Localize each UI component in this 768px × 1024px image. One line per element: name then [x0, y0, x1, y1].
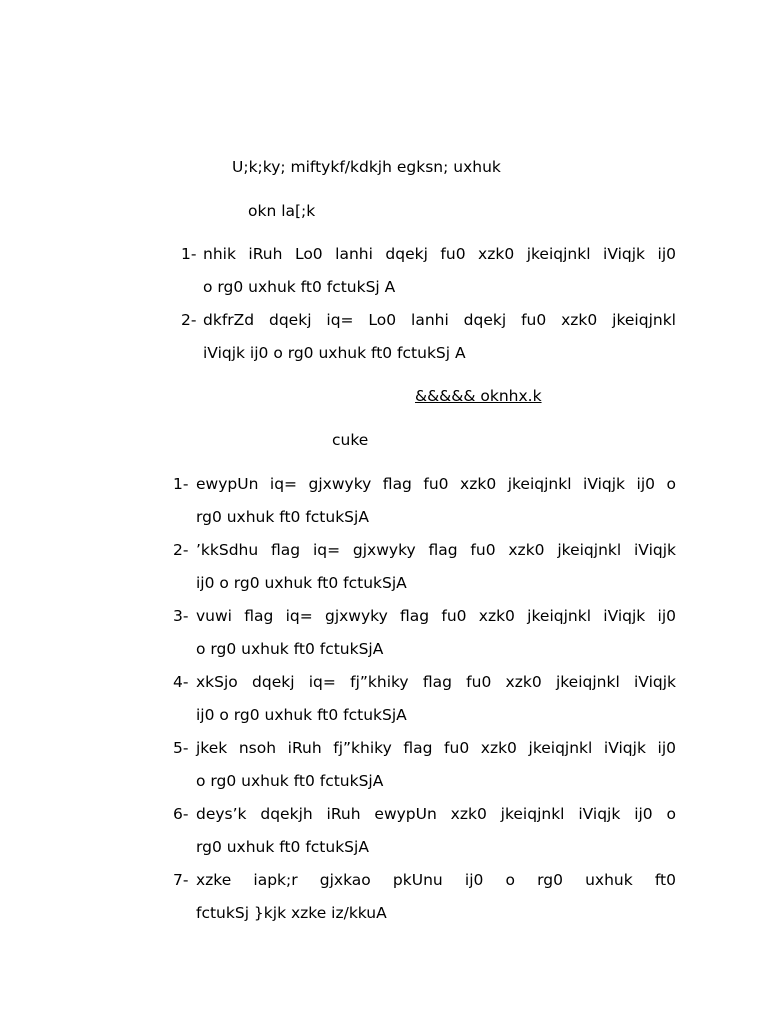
item-number: 2-	[173, 541, 189, 559]
item-text-line: ewypUn iq= gjxwyky flag fu0 xzk0 jkeiqjnkl iViqjk ij0 o	[196, 475, 676, 493]
item-text-line: dkfrZd dqekj iq= Lo0 lanhi dqekj fu0 xzk0 jkeiqjnkl	[203, 311, 676, 329]
versus-label: cuke	[332, 431, 369, 449]
item-text-line: xkSjo dqekj iq= fj”khiky flag fu0 xzk0 jkeiqjnkl iViqjk	[196, 673, 676, 691]
item-number: 7-	[173, 871, 189, 889]
item-number: 2-	[181, 311, 197, 329]
item-number: 1-	[173, 475, 189, 493]
item-text-line: xzke iapk;r gjxkao pkUnu ij0 o rg0 uxhuk ft0	[196, 871, 676, 889]
item-text-line: jkek nsoh iRuh fj”khiky flag fu0 xzk0 jkeiqjnkl iViqjk ij0	[196, 739, 676, 757]
item-text-line: ’kkSdhu flag iq= gjxwyky flag fu0 xzk0 jkeiqjnkl iViqjk	[196, 541, 676, 559]
item-number: 4-	[173, 673, 189, 691]
item-text-line: deys’k dqekjh iRuh ewypUn xzk0 jkeiqjnkl iViqjk ij0 o	[196, 805, 676, 823]
party-label: &&&&& oknhx.k	[415, 387, 542, 405]
case-number-label: okn la[;k	[248, 202, 316, 220]
item-text-line: vuwi flag iq= gjxwyky flag fu0 xzk0 jkeiqjnkl iViqjk ij0	[196, 607, 676, 625]
item-text-line: rg0 uxhuk ft0 fctukSjA	[196, 508, 369, 526]
item-text-line: rg0 uxhuk ft0 fctukSjA	[196, 838, 369, 856]
item-number: 6-	[173, 805, 189, 823]
item-number: 5-	[173, 739, 189, 757]
item-text-line: fctukSj }kjk xzke iz/kkuA	[196, 904, 387, 922]
item-text-line: o rg0 uxhuk ft0 fctukSj A	[203, 278, 396, 296]
item-number: 1-	[181, 245, 197, 263]
item-text-line: o rg0 uxhuk ft0 fctukSjA	[196, 772, 384, 790]
item-text-line: iViqjk ij0 o rg0 uxhuk ft0 fctukSj A	[203, 344, 466, 362]
document-heading: U;k;ky; miftykf/kdkjh egksn; uxhuk	[232, 158, 501, 176]
item-text-line: o rg0 uxhuk ft0 fctukSjA	[196, 640, 384, 658]
item-number: 3-	[173, 607, 189, 625]
item-text-line: ij0 o rg0 uxhuk ft0 fctukSjA	[196, 574, 407, 592]
item-text-line: nhik iRuh Lo0 lanhi dqekj fu0 xzk0 jkeiqjnkl iViqjk ij0	[203, 245, 676, 263]
item-text-line: ij0 o rg0 uxhuk ft0 fctukSjA	[196, 706, 407, 724]
